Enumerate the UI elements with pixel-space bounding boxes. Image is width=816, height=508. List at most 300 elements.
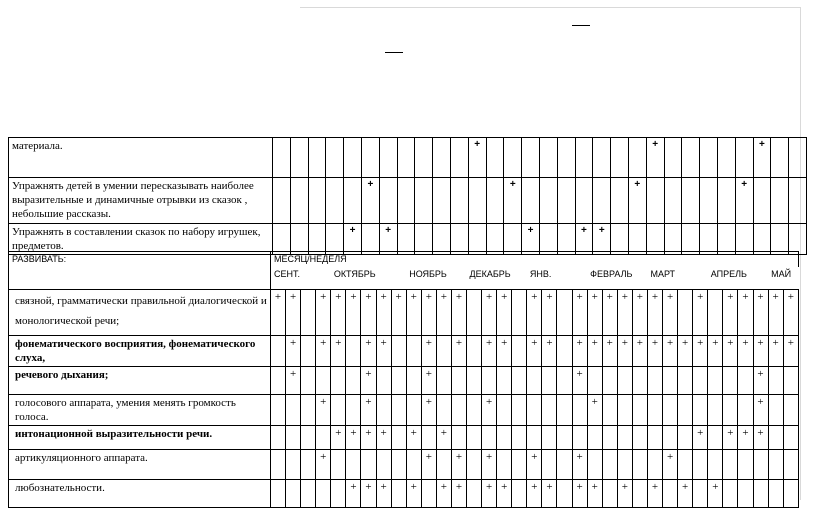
week-cell	[723, 449, 738, 479]
week-cell	[735, 178, 753, 224]
week-cell	[286, 394, 301, 425]
week-cell	[397, 178, 415, 224]
week-cell	[467, 449, 482, 479]
week-cell	[572, 366, 587, 394]
week-cell	[753, 224, 771, 255]
week-cell	[376, 449, 391, 479]
plus-mark: +	[440, 426, 447, 439]
week-cell	[753, 178, 771, 224]
week-cell	[497, 335, 512, 366]
week-cell	[768, 425, 783, 449]
week-cell	[504, 224, 522, 255]
plus-mark: +	[576, 450, 583, 463]
week-cell	[587, 479, 602, 507]
week-cell	[783, 479, 798, 507]
dash-mark	[572, 25, 590, 26]
week-cell	[678, 366, 693, 394]
skill-row	[9, 425, 799, 449]
week-cell	[450, 178, 468, 224]
week-cell	[708, 394, 723, 425]
week-cell	[646, 178, 664, 224]
plus-mark: +	[576, 480, 583, 493]
plus-mark: +	[486, 290, 493, 303]
week-cell	[663, 394, 678, 425]
week-cell	[512, 366, 527, 394]
week-cell	[391, 449, 406, 479]
week-cell	[632, 394, 647, 425]
plus-mark: +	[531, 480, 538, 493]
plus-mark: +	[365, 336, 372, 349]
plus-mark: +	[365, 480, 372, 493]
week-cell	[316, 479, 331, 507]
week-cell	[346, 289, 361, 335]
week-cell	[415, 138, 433, 178]
week-cell	[379, 178, 397, 224]
week-cell	[557, 366, 572, 394]
week-cell	[361, 138, 379, 178]
week-cell	[301, 289, 316, 335]
plus-mark: +	[666, 450, 674, 463]
week-cell	[678, 289, 693, 335]
week-cell	[647, 479, 662, 507]
week-cell	[301, 479, 316, 507]
week-cell	[273, 178, 291, 224]
development-plan-table	[8, 251, 799, 508]
week-cell	[602, 449, 617, 479]
week-cell	[421, 425, 436, 449]
week-cell	[632, 479, 647, 507]
week-cell	[376, 394, 391, 425]
week-cell	[271, 394, 286, 425]
week-cell	[663, 366, 678, 394]
plus-mark: +	[425, 290, 432, 303]
week-cell	[436, 479, 451, 507]
plus-mark: +	[666, 290, 674, 303]
week-cell	[663, 479, 678, 507]
week-cell	[433, 138, 451, 178]
week-cell	[286, 479, 301, 507]
week-cell	[738, 479, 753, 507]
week-cell	[421, 366, 436, 394]
week-cell	[663, 449, 678, 479]
plus-mark: +	[425, 367, 432, 380]
week-cell	[572, 479, 587, 507]
week-cell	[308, 178, 326, 224]
week-cell	[344, 224, 362, 255]
plus-mark: +	[598, 225, 605, 236]
plus-mark: +	[712, 480, 719, 493]
week-cell	[557, 224, 575, 255]
week-cell	[527, 366, 542, 394]
week-cell	[664, 178, 682, 224]
week-cell	[512, 394, 527, 425]
week-cell	[486, 178, 504, 224]
plus-mark: +	[367, 179, 374, 190]
week-cell	[331, 335, 346, 366]
week-cell	[512, 289, 527, 335]
week-cell	[647, 449, 662, 479]
month-header: НОЯБРЬ	[406, 267, 466, 289]
week-cell	[663, 289, 678, 335]
week-cell	[482, 425, 497, 449]
week-cell	[301, 366, 316, 394]
month-week-header: МЕСЯЦ/НЕДЕЛЯ	[271, 252, 799, 268]
week-cell	[557, 425, 572, 449]
top-table-row	[9, 138, 807, 178]
week-cell	[587, 335, 602, 366]
week-cell	[735, 224, 753, 255]
week-cell	[406, 335, 421, 366]
week-cell	[572, 289, 587, 335]
plus-mark: +	[335, 336, 342, 349]
plus-mark: +	[440, 290, 447, 303]
week-cell	[433, 224, 451, 255]
week-cell	[450, 138, 468, 178]
week-cell	[271, 449, 286, 479]
week-cell	[575, 224, 593, 255]
week-cell	[647, 366, 662, 394]
week-cell	[497, 425, 512, 449]
week-cell	[700, 178, 718, 224]
week-cell	[617, 449, 632, 479]
week-cell	[768, 289, 783, 335]
week-cell	[482, 366, 497, 394]
week-cell	[678, 394, 693, 425]
plus-mark: +	[410, 426, 417, 439]
week-cell	[693, 394, 708, 425]
week-cell	[611, 138, 629, 178]
plus-mark: +	[576, 367, 583, 380]
week-cell	[273, 138, 291, 178]
plus-mark: +	[581, 225, 587, 236]
plus-mark: +	[320, 336, 327, 349]
plus-mark: +	[697, 426, 704, 439]
week-cell	[391, 479, 406, 507]
plus-mark: +	[365, 395, 372, 408]
skill-text: голосового аппарата, умения менять громкость голоса.	[9, 394, 271, 425]
month-header: СЕНТ.	[271, 267, 331, 289]
week-cell	[723, 479, 738, 507]
week-cell	[723, 425, 738, 449]
week-cell	[271, 479, 286, 507]
week-cell	[587, 425, 602, 449]
week-cell	[557, 394, 572, 425]
week-cell	[575, 138, 593, 178]
week-cell	[316, 289, 331, 335]
week-cell	[361, 449, 376, 479]
week-cell	[587, 366, 602, 394]
week-cell	[617, 394, 632, 425]
plus-mark: +	[455, 290, 463, 303]
week-cell	[467, 479, 482, 507]
week-cell	[768, 449, 783, 479]
plus-mark: +	[546, 480, 553, 493]
week-cell	[326, 224, 344, 255]
week-cell	[575, 178, 593, 224]
week-cell	[316, 425, 331, 449]
plus-mark: +	[606, 290, 613, 303]
week-cell	[391, 366, 406, 394]
week-cell	[647, 394, 662, 425]
week-cell	[504, 138, 522, 178]
plus-mark: +	[742, 290, 749, 303]
week-cell	[271, 335, 286, 366]
week-cell	[421, 479, 436, 507]
plus-mark: +	[385, 225, 392, 236]
plus-mark: +	[440, 480, 447, 493]
week-cell	[286, 289, 301, 335]
month-header: ДЕКАБРЬ	[467, 267, 527, 289]
week-cell	[522, 138, 540, 178]
week-cell	[331, 479, 346, 507]
week-cell	[602, 394, 617, 425]
week-cell	[663, 425, 678, 449]
week-cell	[331, 425, 346, 449]
week-cell	[436, 335, 451, 366]
week-cell	[678, 425, 693, 449]
plus-mark: +	[486, 395, 493, 408]
dash-mark	[385, 52, 403, 53]
week-cell	[678, 479, 693, 507]
plus-mark: +	[757, 426, 764, 439]
week-cell	[301, 449, 316, 479]
week-cell	[587, 449, 602, 479]
week-cell	[286, 335, 301, 366]
skill-row	[9, 366, 799, 394]
week-cell	[602, 335, 617, 366]
plus-mark: +	[772, 290, 779, 303]
week-cell	[647, 289, 662, 335]
month-header: ЯНВ.	[527, 267, 587, 289]
week-cell	[346, 366, 361, 394]
week-cell	[286, 425, 301, 449]
week-cell	[602, 366, 617, 394]
week-cell	[617, 366, 632, 394]
week-cell	[331, 449, 346, 479]
week-cell	[789, 224, 807, 255]
plus-mark: +	[320, 290, 327, 303]
plus-mark: +	[501, 480, 508, 493]
week-cell	[290, 138, 308, 178]
week-cell	[482, 289, 497, 335]
week-cell	[723, 289, 738, 335]
week-cell	[271, 425, 286, 449]
week-cell	[451, 425, 466, 449]
week-cell	[379, 224, 397, 255]
week-cell	[771, 224, 789, 255]
week-cell	[436, 289, 451, 335]
week-cell	[497, 289, 512, 335]
week-cell	[682, 138, 700, 178]
plus-mark: +	[455, 336, 463, 349]
plus-mark: +	[634, 179, 641, 190]
week-cell	[602, 479, 617, 507]
week-cell	[738, 289, 753, 335]
plus-mark: +	[425, 395, 432, 408]
plus-mark: +	[350, 290, 357, 303]
week-cell	[647, 425, 662, 449]
week-cell	[572, 394, 587, 425]
week-cell	[361, 425, 376, 449]
week-cell	[735, 138, 753, 178]
skill-text: связной, грамматически правильной диалогической и монологической речи;	[9, 289, 271, 335]
page-edge-top	[300, 7, 800, 8]
week-cell	[376, 289, 391, 335]
week-cell	[527, 449, 542, 479]
week-cell	[344, 138, 362, 178]
week-cell	[693, 425, 708, 449]
week-cell	[316, 449, 331, 479]
plus-mark: +	[501, 290, 508, 303]
week-cell	[326, 138, 344, 178]
plus-mark: +	[320, 395, 327, 408]
plus-mark: +	[621, 336, 628, 349]
week-cell	[753, 138, 771, 178]
week-cell	[421, 335, 436, 366]
week-cell	[768, 366, 783, 394]
objective-text: материала.	[9, 138, 273, 178]
plus-mark: +	[652, 139, 659, 150]
week-cell	[768, 394, 783, 425]
week-cell	[632, 449, 647, 479]
week-cell	[497, 449, 512, 479]
skill-text: интонационной выразительности речи.	[9, 425, 271, 449]
week-cell	[664, 224, 682, 255]
week-cell	[316, 335, 331, 366]
week-cell	[346, 335, 361, 366]
week-cell	[617, 425, 632, 449]
week-cell	[682, 224, 700, 255]
week-cell	[628, 138, 646, 178]
week-cell	[700, 224, 718, 255]
week-cell	[593, 224, 611, 255]
week-cell	[539, 224, 557, 255]
week-cell	[693, 366, 708, 394]
week-cell	[286, 449, 301, 479]
week-cell	[717, 178, 735, 224]
plus-mark: +	[682, 480, 689, 493]
week-cell	[406, 425, 421, 449]
plus-mark: +	[365, 426, 372, 439]
week-cell	[436, 449, 451, 479]
month-header: АПРЕЛЬ	[708, 267, 768, 289]
week-cell	[451, 479, 466, 507]
week-cell	[512, 449, 527, 479]
week-cell	[611, 178, 629, 224]
week-cell	[738, 366, 753, 394]
week-cell	[572, 425, 587, 449]
plus-mark: +	[320, 450, 327, 463]
week-cell	[632, 289, 647, 335]
skill-text: артикуляционного аппарата.	[9, 449, 271, 479]
week-cell	[527, 479, 542, 507]
plus-mark: +	[546, 336, 553, 349]
week-cell	[542, 425, 557, 449]
plus-mark: +	[531, 450, 538, 463]
week-cell	[664, 138, 682, 178]
plus-mark: +	[621, 480, 628, 493]
plus-mark: +	[425, 336, 432, 349]
plus-mark: +	[591, 480, 598, 493]
plus-mark: +	[455, 450, 463, 463]
week-cell	[379, 138, 397, 178]
week-cell	[783, 425, 798, 449]
week-cell	[497, 479, 512, 507]
plus-mark: +	[290, 290, 297, 303]
week-cell	[361, 366, 376, 394]
week-cell	[783, 449, 798, 479]
plus-mark: +	[335, 426, 342, 439]
week-cell	[361, 178, 379, 224]
week-cell	[467, 425, 482, 449]
plus-mark: +	[682, 336, 689, 349]
top-plan-table	[8, 137, 807, 255]
week-cell	[376, 366, 391, 394]
plus-mark: +	[290, 367, 297, 380]
plus-mark: +	[727, 290, 734, 303]
week-cell	[512, 335, 527, 366]
week-cell	[602, 425, 617, 449]
plus-mark: +	[576, 336, 583, 349]
week-cell	[361, 289, 376, 335]
plus-mark: +	[486, 450, 493, 463]
develop-header: РАЗВИВАТЬ:	[9, 252, 271, 290]
week-cell	[632, 335, 647, 366]
plus-mark: +	[455, 480, 463, 493]
week-cell	[738, 449, 753, 479]
week-cell	[290, 178, 308, 224]
week-cell	[512, 425, 527, 449]
week-cell	[376, 479, 391, 507]
week-cell	[539, 178, 557, 224]
skill-row	[9, 289, 799, 335]
week-cell	[572, 335, 587, 366]
week-cell	[451, 449, 466, 479]
week-cell	[301, 425, 316, 449]
week-cell	[271, 366, 286, 394]
week-cell	[331, 394, 346, 425]
week-cell	[542, 335, 557, 366]
plus-mark: +	[350, 426, 357, 439]
plus-mark: +	[727, 426, 734, 439]
plus-mark: +	[636, 290, 644, 303]
week-cell	[617, 335, 632, 366]
week-cell	[771, 178, 789, 224]
week-cell	[783, 335, 798, 366]
plus-mark: +	[349, 225, 356, 236]
plus-mark: +	[501, 336, 508, 349]
plus-mark: +	[757, 367, 764, 380]
plus-mark: +	[576, 290, 583, 303]
skill-row	[9, 394, 799, 425]
week-cell	[331, 366, 346, 394]
week-cell	[346, 449, 361, 479]
week-cell	[542, 479, 557, 507]
week-cell	[693, 479, 708, 507]
skill-row	[9, 449, 799, 479]
plus-mark: +	[666, 336, 674, 349]
skill-row	[9, 479, 799, 507]
week-cell	[587, 289, 602, 335]
week-cell	[436, 425, 451, 449]
week-cell	[391, 335, 406, 366]
week-cell	[717, 138, 735, 178]
week-cell	[486, 138, 504, 178]
week-cell	[406, 366, 421, 394]
week-cell	[467, 289, 482, 335]
week-cell	[397, 138, 415, 178]
week-cell	[331, 289, 346, 335]
